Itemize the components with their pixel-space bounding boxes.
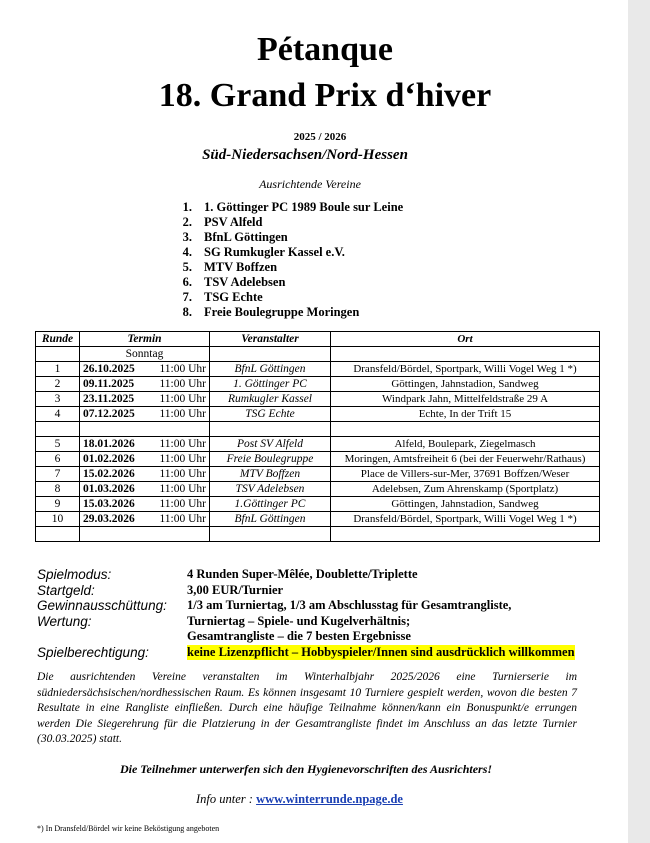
table-row: 9 15.03.2026 11:00 Uhr 1.Göttinger PC Göttingen, Jahnstadion, Sandweg bbox=[36, 497, 600, 512]
header-round: Runde bbox=[36, 332, 80, 347]
clubs-list bbox=[170, 200, 403, 320]
header-place: Ort bbox=[331, 332, 600, 347]
title-line-2: 18. Grand Prix d‘hiver bbox=[158, 77, 492, 114]
table-spacer-row bbox=[36, 527, 600, 542]
club-item: 4. SG Rumkugler Kassel e.V. bbox=[182, 245, 345, 259]
schedule-table bbox=[35, 331, 600, 542]
table-row: 1 26.10.2025 11:00 Uhr BfnL Göttingen Dransfeld/Bördel, Sportpark, Willi Vogel Weg 1 *) bbox=[36, 362, 600, 377]
fee-value: 3,00 EUR/Turnier bbox=[187, 582, 284, 597]
region: Süd-Niedersachsen/Nord-Hessen bbox=[202, 147, 408, 163]
schedule-header-row bbox=[36, 332, 600, 347]
description-paragraph: Die ausrichtenden Vereine veranstalten im Winterhalbjahr 2025/2026 eine Turnierserie im südniedersächsischen/nordhessischen Raum. Es können insgesamt 10 Turniere gespielt werden, wovon die besten 7 Resultate in eine Rangliste einfließen. Durch eine häufige Teilnahme können/kann ein Bonuspunkt/e errungen werden Die Siegerehrung für die Platzierung in der Gesamtrangliste findet im Anschluss an das letzte Turnier (30.03.2025) statt. bbox=[37, 671, 577, 745]
info-line bbox=[196, 792, 403, 807]
mode-value: 4 Runden Super-Mêlée, Doublette/Triplette bbox=[187, 567, 418, 581]
table-row: 10 29.03.2026 11:00 Uhr BfnL Göttingen Dransfeld/Bördel, Sportpark, Willi Vogel Weg 1 *) bbox=[36, 512, 600, 527]
payout-value: 1/3 am Turniertag, 1/3 am Abschlusstag für Gesamtrangliste, bbox=[187, 598, 512, 612]
club-item: 8. Freie Boulegruppe Moringen bbox=[182, 305, 360, 319]
club-item: 2. PSV Alfeld bbox=[182, 215, 263, 229]
club-item: 3. BfnL Göttingen bbox=[182, 230, 288, 244]
title-line-1: Pétanque bbox=[257, 31, 393, 68]
club-item: 5. MTV Boffzen bbox=[182, 260, 278, 274]
rating-value-1: Turniertag – Spiele- und Kugelverhältnis; bbox=[187, 613, 411, 628]
website-link[interactable]: www.winterrunde.npage.de bbox=[256, 792, 403, 806]
info-label: Info unter : bbox=[196, 792, 253, 806]
rating-value-2: Gesamtrangliste – die 7 besten Ergebnisse bbox=[187, 629, 411, 643]
table-row: 8 01.03.2026 11:00 Uhr TSV Adelebsen Adelebsen, Zum Ahrenskamp (Sportplatz) bbox=[36, 482, 600, 497]
table-row: 4 07.12.2025 11:00 Uhr TSG Echte Echte, In der Trift 15 bbox=[36, 407, 600, 422]
eligibility-value: keine Lizenzpflicht – Hobbyspieler/Innen sind ausdrücklich willkommen bbox=[187, 644, 575, 659]
table-row: 3 23.11.2025 11:00 Uhr Rumkugler Kassel Windpark Jahn, Mittelfeldstraße 29 A bbox=[36, 392, 600, 407]
club-item: 7. TSG Echte bbox=[182, 290, 263, 304]
table-row: 2 09.11.2025 11:00 Uhr 1. Göttinger PC Göttingen, Jahnstadion, Sandweg bbox=[36, 377, 600, 392]
schedule-subheader-row bbox=[36, 347, 600, 362]
club-item: 6. TSV Adelebsen bbox=[182, 275, 286, 289]
table-row: 7 15.02.2026 11:00 Uhr MTV Boffzen Place de Villers-sur-Mer, 37691 Boffzen/Weser bbox=[36, 467, 600, 482]
payout-label: Gewinnausschüttung: bbox=[37, 598, 167, 613]
hygiene-notice: Die Teilnehmer unterwerfen sich den Hygienevorschriften des Ausrichters! bbox=[119, 762, 493, 776]
footnote: *) In Dransfeld/Bördel wir keine Beköstigung angeboten bbox=[37, 824, 220, 833]
season: 2025 / 2026 bbox=[293, 131, 347, 143]
clubs-heading: Ausrichtende Vereine bbox=[259, 177, 361, 191]
fee-label: Startgeld: bbox=[37, 582, 95, 598]
table-spacer-row bbox=[36, 422, 600, 437]
day-label: Sonntag bbox=[80, 347, 210, 362]
table-row: 6 01.02.2026 11:00 Uhr Freie Boulegruppe Moringen, Amtsfreiheit 6 (bei der Feuerwehr/Rathaus) bbox=[36, 452, 600, 467]
club-item: 1. 1. Göttinger PC 1989 Boule sur Leine bbox=[182, 200, 404, 214]
rating-label: Wertung: bbox=[37, 613, 92, 629]
header-host: Veranstalter bbox=[210, 332, 331, 347]
header-date: Termin bbox=[80, 332, 210, 347]
eligibility-label: Spielberechtigung: bbox=[37, 644, 149, 660]
table-row: 5 18.01.2026 11:00 Uhr Post SV Alfeld Alfeld, Boulepark, Ziegelmasch bbox=[36, 437, 600, 452]
mode-label: Spielmodus: bbox=[37, 567, 112, 582]
